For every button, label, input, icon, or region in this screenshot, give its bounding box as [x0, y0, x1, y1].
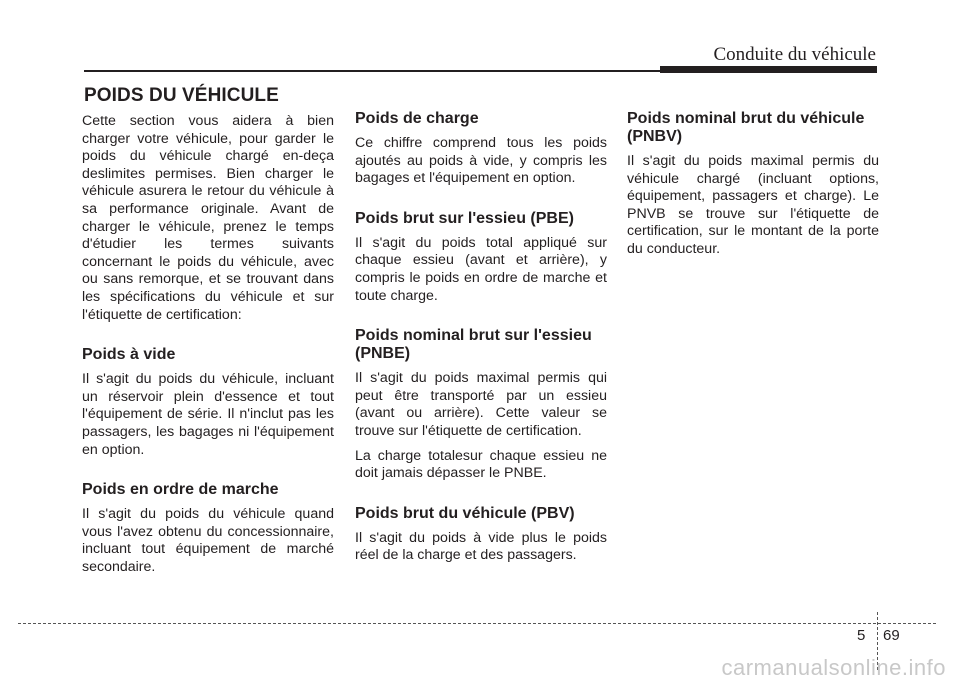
chapter-title: Conduite du véhicule — [713, 44, 876, 65]
column-2 — [355, 110, 607, 572]
column-3 — [627, 110, 879, 266]
heading-pnbe: Poids nominal brut sur l'essieu (PNBE) — [355, 327, 592, 363]
heading-pbe: Poids brut sur l'essieu (PBE) — [355, 209, 574, 227]
heading-pnbv: Poids nominal brut du véhicule (PNBV) — [627, 110, 865, 145]
heading-poids-ordre-marche: Poids en ordre de marche — [82, 481, 279, 499]
paragraph-poids-de-charge: Ce chiffre comprend tous les poids ajoutés au poids à vide, y compris les bagages et l'équipement en option. — [355, 135, 607, 187]
paragraph-poids-ordre-marche: Il s'agit du poids du véhicule quand vous l'avez obtenu du concessionnaire, incluant tout équipement de marché secondaire. — [82, 506, 334, 575]
page-number: 69 — [883, 627, 900, 644]
heading-poids-a-vide: Poids à vide — [82, 346, 176, 364]
paragraph-poids-a-vide: Il s'agit du poids du véhicule, incluant un réservoir plein d'essence et tout l'équipement de série. Il n'inclut pas les passagers, les bagages ni l'équipement en option. — [82, 371, 334, 458]
header-rule-accent — [660, 66, 877, 73]
paragraph-pnbe-note: La charge totalesur chaque essieu ne doit jamais dépasser le PNBE. — [355, 447, 607, 482]
paragraph-pnbe: Il s'agit du poids maximal permis qui peut être transporté par un essieu (avant ou arrière). Cette valeur se trouve sur l'étiquette de certification. — [355, 370, 607, 439]
heading-poids-de-charge: Poids de charge — [355, 110, 479, 127]
watermark-text: carmanualsonline.info — [721, 655, 946, 680]
paragraph-pbv: Il s'agit du poids à vide plus le poids réel de la charge et des passagers. — [355, 529, 607, 564]
footer-divider — [18, 623, 936, 624]
chapter-number: 5 — [857, 627, 866, 644]
column-1 — [82, 113, 334, 583]
header-rule — [84, 70, 660, 72]
section-title: POIDS DU VÉHICULE — [84, 85, 279, 106]
intro-paragraph: Cette section vous aidera à bien charger votre véhicule, pour garder le poids du véhicule chargé en-deça deslimites permises. Bien charger le véhicule asurera le retour du véhicule à sa performance originale. Avant de charger le véhicule, prenez le temps d'étudier les termes suivants concernant le poids du véhicule, avec ou sans remorque, et se trouvant dans les spécifications du véhicule et sur l'étiquette de certification: — [82, 113, 334, 323]
paragraph-pbe: Il s'agit du poids total appliqué sur chaque essieu (avant et arrière), y compris le poids en ordre de marche et toute charge. — [355, 234, 607, 304]
paragraph-pnbv: Il s'agit du poids maximal permis du véhicule chargé (incluant options, équipement, passagers et charge). Le PNVB se trouve sur l'étiquette de certification, sur le montant de la porte du conducteur. — [627, 153, 879, 257]
heading-pbv: Poids brut du véhicule (PBV) — [355, 504, 575, 522]
